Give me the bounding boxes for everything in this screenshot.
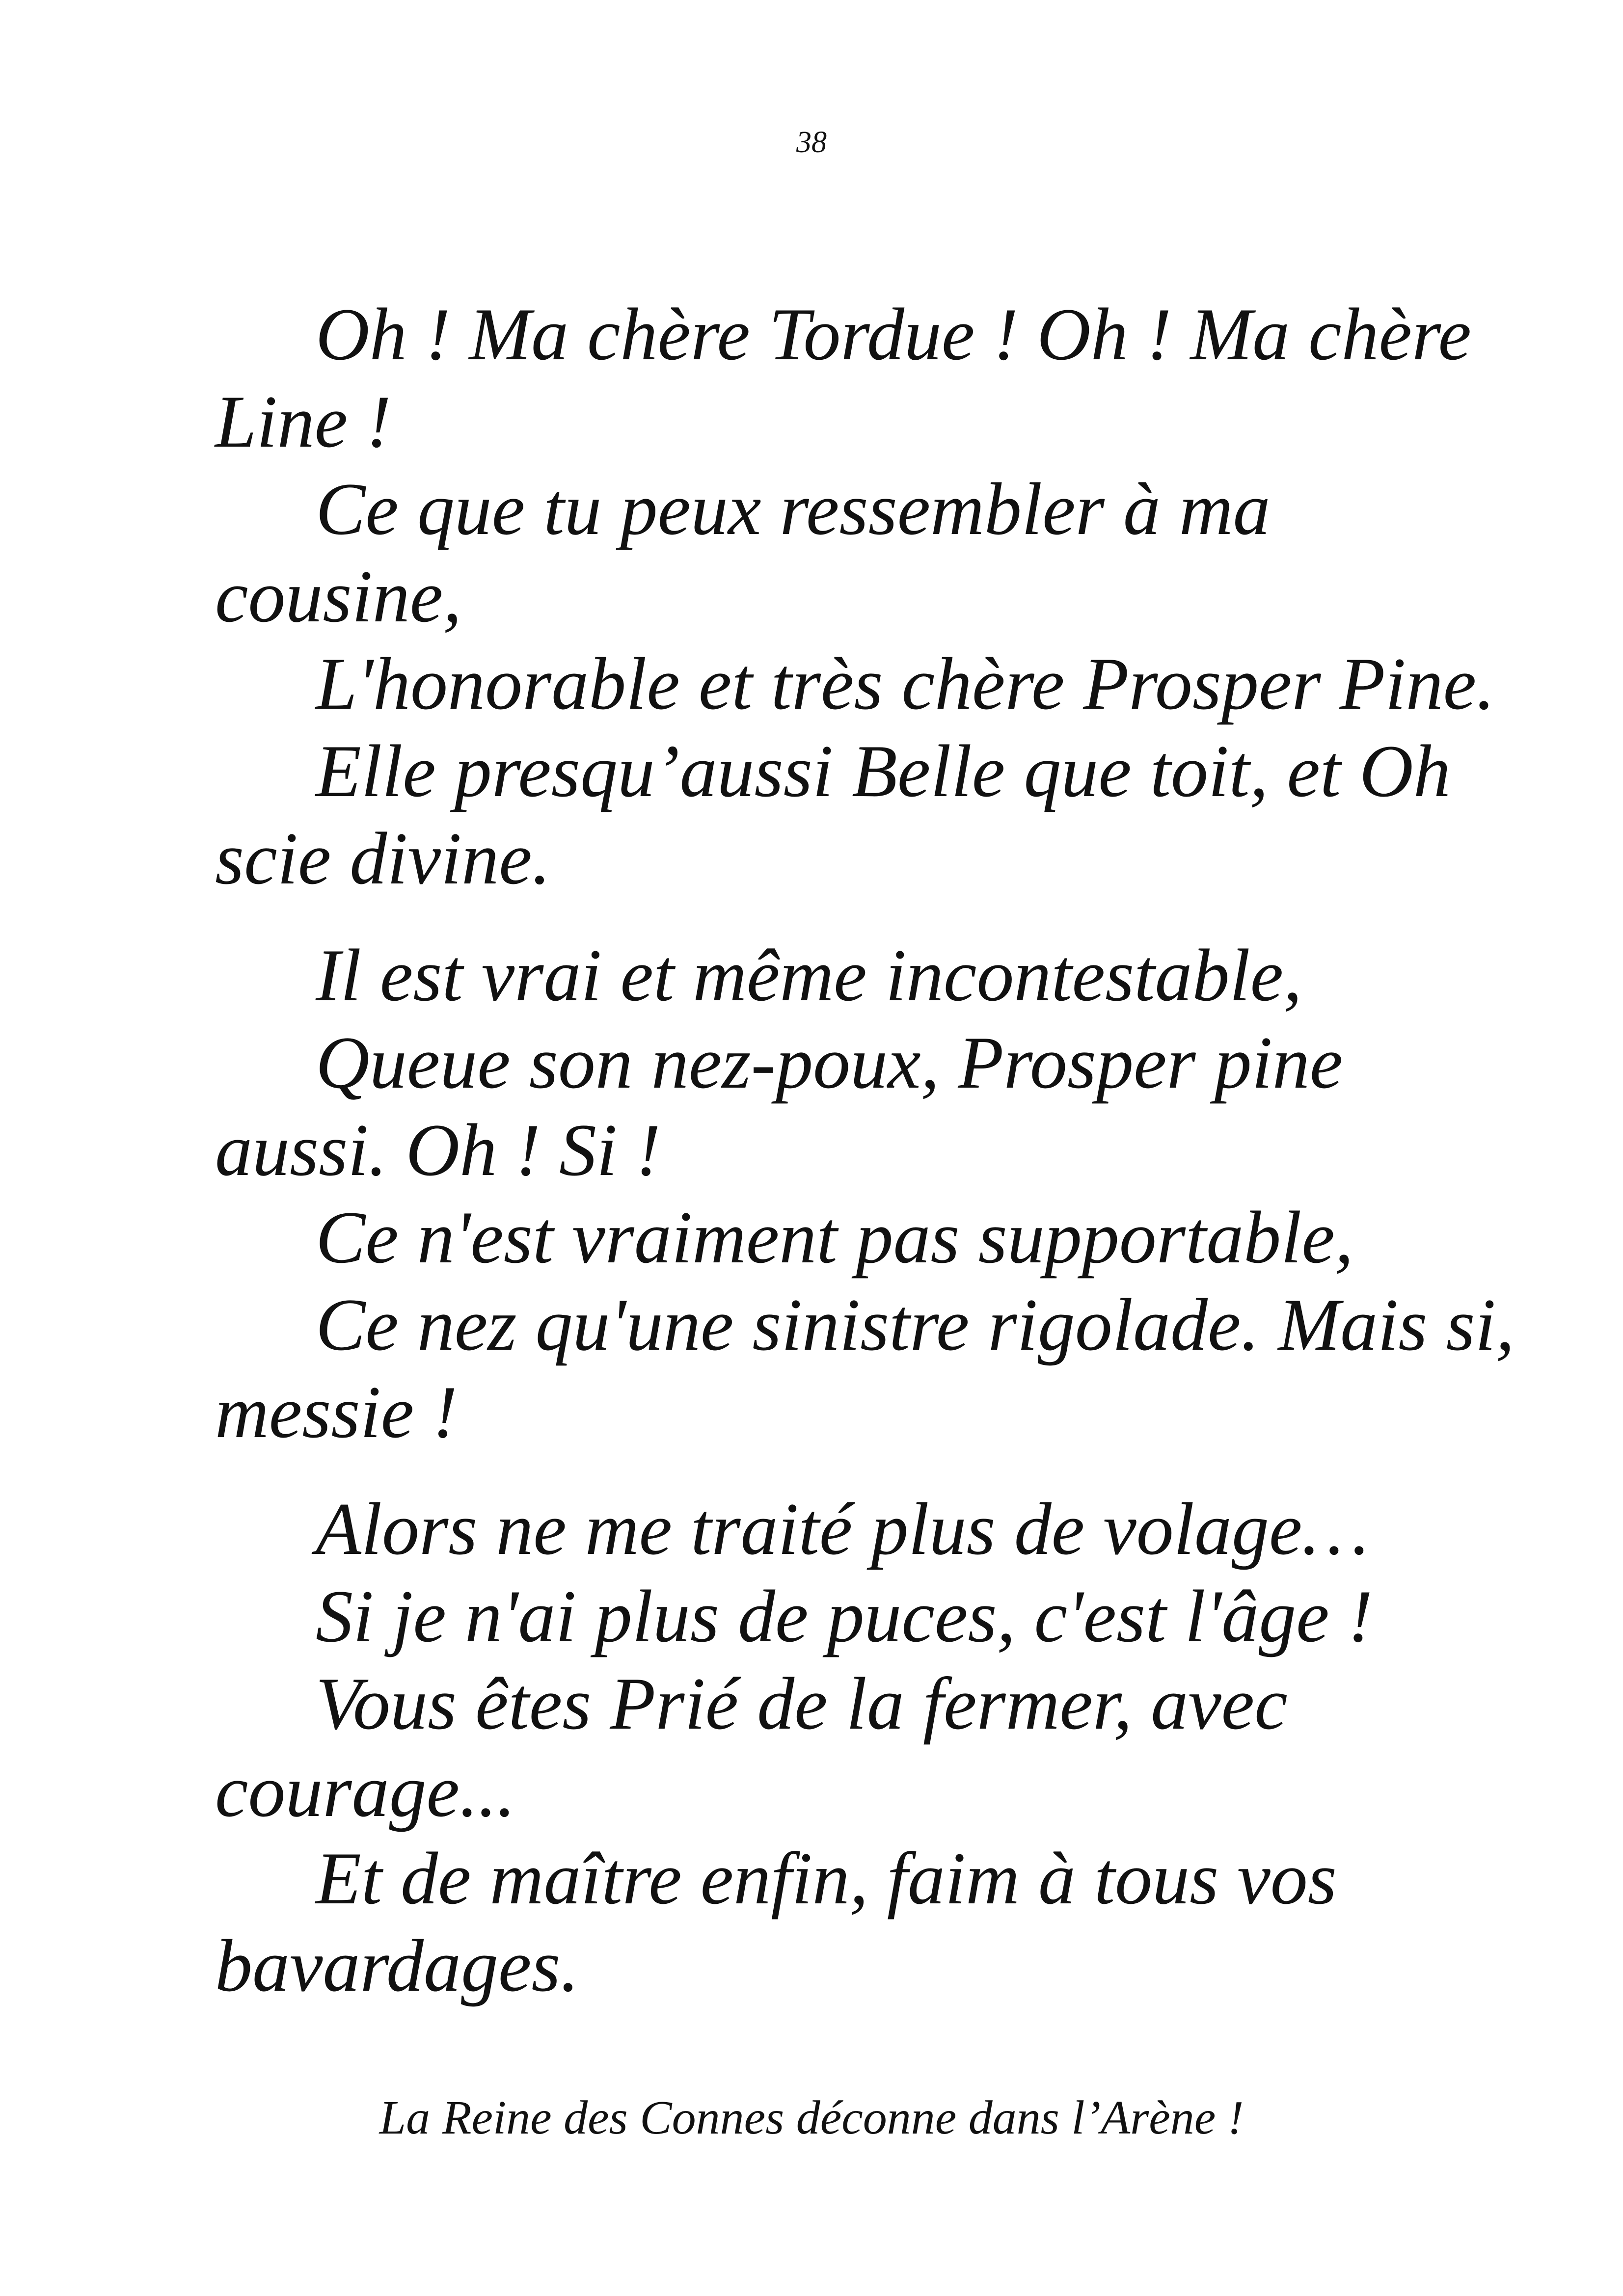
stanza-3 <box>215 1485 1531 2009</box>
verse-line: Queue son nez-poux, Prosper pine aussi. Oh ! Si ! <box>215 1021 1343 1191</box>
verse-line: Et de maître enfin, faim à tous vos bavardages. <box>215 1837 1337 2007</box>
verse-line: Ce n'est vraiment pas supportable, <box>316 1196 1353 1279</box>
verse-line: Il est vrai et même incontestable, <box>316 934 1302 1016</box>
poem <box>215 291 1531 2039</box>
verse-line: Vous êtes Prié de la fermer, avec courage... <box>215 1662 1288 1832</box>
verse-line: L'honorable et très chère Prosper Pine. <box>316 642 1495 725</box>
verse-line: Alors ne me traité plus de volage… <box>316 1488 1369 1570</box>
verse-line: Ce nez qu'une sinistre rigolade. Mais si, messie ! <box>215 1283 1515 1453</box>
signature-line: La Reine des Connes déconne dans l’Arène ! <box>379 2091 1244 2144</box>
verse-line: Oh ! Ma chère Tordue ! Oh ! Ma chère Line ! <box>215 293 1471 463</box>
page-number: 38 <box>796 126 827 159</box>
stanza-1 <box>215 291 1531 902</box>
verse-line: Ce que tu peux ressembler à ma cousine, <box>215 468 1271 638</box>
verse-line: Elle presqu’aussi Belle que toit, et Oh scie divine. <box>215 730 1451 900</box>
stanza-2 <box>215 932 1531 1456</box>
verse-line: Si je n'ai plus de puces, c'est l'âge ! <box>316 1575 1373 1657</box>
